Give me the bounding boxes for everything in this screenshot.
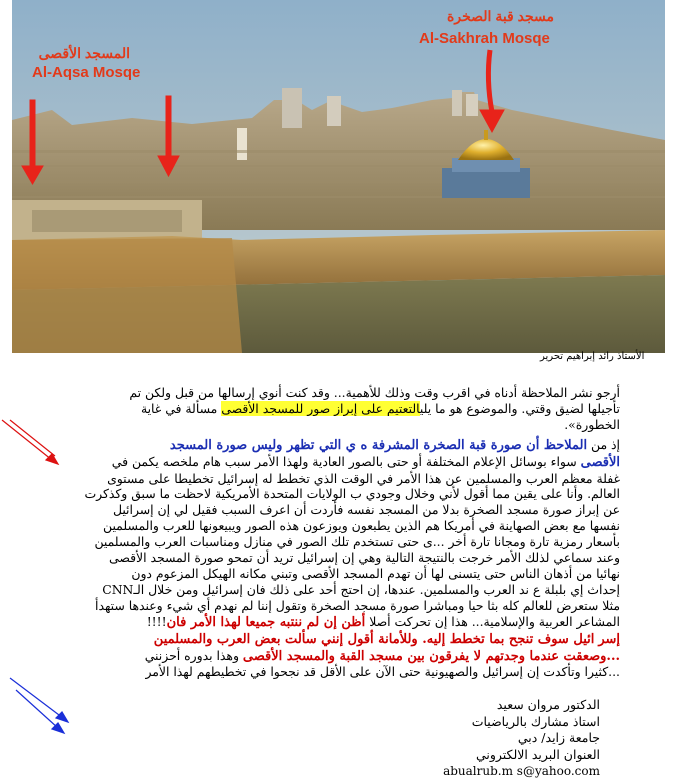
jerusalem-photo — [12, 0, 665, 353]
article-line: عن إبراز صورة مسجد الصخرة بدلا من المسجد نفسه فأردت أن اعرف السبب فقيل لي إن إسرائيل — [112, 502, 620, 518]
text-span: سواء بوسائل الإعلام المختلفة أو حتى بالصور العادية ولهذا الأمر سبب هام ملخصه يكمن في — [111, 453, 581, 469]
al-aqsa-mosque-building — [12, 200, 202, 240]
article-line — [36, 614, 620, 631]
tall-building — [282, 88, 302, 128]
red-emphasis: ائيل سوف تنجح بما تخطط إليه. وللأمانة أقول إنني سألت بعض العرب والمسلمين — [153, 631, 595, 647]
article-line: أرجو نشر الملاحظة أدناه في اقرب وقت وذلك للأهمية... وقد كنت أنوي إرسالها من قبل ولكن تم — [129, 385, 620, 400]
author-name: الدكتور مروان سعيد — [496, 697, 600, 712]
email-label: العنوان البريد الالكتروني — [475, 746, 600, 762]
article-line: إحداث إي بلبلة ع ند العرب والمسلمين. عندها، إن احتج أحد على ذلك فان إسرائيل ومن خلال الـCNN — [102, 581, 620, 597]
highlighted-text: التعتيم على إبراز صور للمسجد الأقصى — [221, 400, 420, 416]
article-line — [36, 454, 620, 471]
photo-credit: الأستاذ رائد إبراهيم تحرير — [540, 351, 645, 362]
author-university: جامعة زايد/ دبي — [517, 730, 600, 745]
article-line: بأسعار رمزية تارة ومجانا تارة أخر ...ى حتى تستخدم تلك الصور في منازل ومناسبات العرب والمسلمين — [94, 534, 620, 550]
article-line — [36, 631, 620, 648]
tall-building — [452, 90, 462, 116]
article-line: غفلة معظم العرب والمسلمين عن هذا الأمر في الوقت الذي تخطط له إسرائيل تخطيطا على مستوى — [107, 470, 620, 486]
article-line: وعند سماعي لذلك الأمر خرجت بالنتيجة التالية وهي إن إسرائيل تريد أن تمحو صورة المسجد الأقصى — [109, 550, 620, 566]
text-span: !!!! — [146, 613, 167, 629]
aqsa-arabic-label: المسجد الأقصى — [38, 45, 130, 61]
article-line — [36, 648, 620, 665]
blue-emphasis: الأقصى — [580, 454, 620, 470]
article-body — [36, 385, 620, 680]
author-title: استاذ مشارك بالرياضيات — [471, 713, 600, 729]
text-span: إذ من — [591, 436, 620, 452]
article-line: مثلا ستعرض للعالم كله بثا حيا ومباشرا صورة مسجد الصخرة وتقول إننا لم نهدم أي شيء وعندها ستهدأ — [95, 597, 620, 613]
blue-annotation-arrows — [8, 676, 78, 736]
red-emphasis: إسر — [598, 631, 620, 647]
email-address[interactable]: abualrub.m s@yahoo.com — [443, 764, 600, 778]
sakhrah-arabic-label: مسجد قبة الصخرة — [447, 8, 554, 24]
sakhrah-english-label: Al-Sakhrah Mosqe — [419, 30, 550, 47]
red-emphasis: ...وصعقت عندما وجدتهم لا يفرقون بين مسجد القبة والمسجد الأقصى — [242, 648, 620, 664]
article-line — [36, 437, 620, 454]
red-emphasis: أظن إن لم ننتبه جميعا لهذا الأمر فان — [166, 614, 366, 630]
text-span: وهذا بدوره أحزنني — [144, 647, 243, 663]
article-line — [36, 401, 620, 417]
article-line: العالم. وأنا على يقين مما أقول لأني وخلال وجودي ب الولايات المتحدة الأمريكية لاحظت ما سبق وكذكرت — [84, 486, 620, 502]
signature-block — [440, 697, 600, 780]
text-span: المشاعر العربية والإسلامية... هذا إن تحركت أصلا — [365, 613, 620, 629]
tower — [237, 128, 247, 160]
wall-corner — [12, 238, 242, 353]
text-span: مسألة في غاية — [140, 400, 222, 416]
tall-building — [466, 94, 478, 116]
article-line: نهائيا من أذهان الناس حتى يتسنى لها أن تهدم المسجد الأقصى وتبني مكانه الهيكل المزعوم دون — [131, 565, 620, 581]
tall-building — [327, 96, 341, 126]
blue-emphasis: الملاحظ أن صورة قبة الصخرة المشرفة ه ي التي تظهر وليس صورة المسجد — [169, 437, 588, 453]
text-span: تأجيلها لضيق وقتي. والموضوع هو ما يلي — [419, 400, 620, 416]
article-line: ...كثيرا وتأكدت إن إسرائيل والصهيونية حتى الآن على الأقل قد نجحوا في تخطيطهم لهذا الأمر — [145, 664, 620, 680]
aqsa-english-label: Al-Aqsa Mosqe — [32, 64, 141, 81]
article-line: الخطورة». — [564, 416, 620, 432]
article-line: نفسها مع بعض الصهاينة في أمريكا هم الذين يطبعون ويوزعون هذه الصور ويبيعونها للعرب والمسلمين — [103, 518, 620, 534]
